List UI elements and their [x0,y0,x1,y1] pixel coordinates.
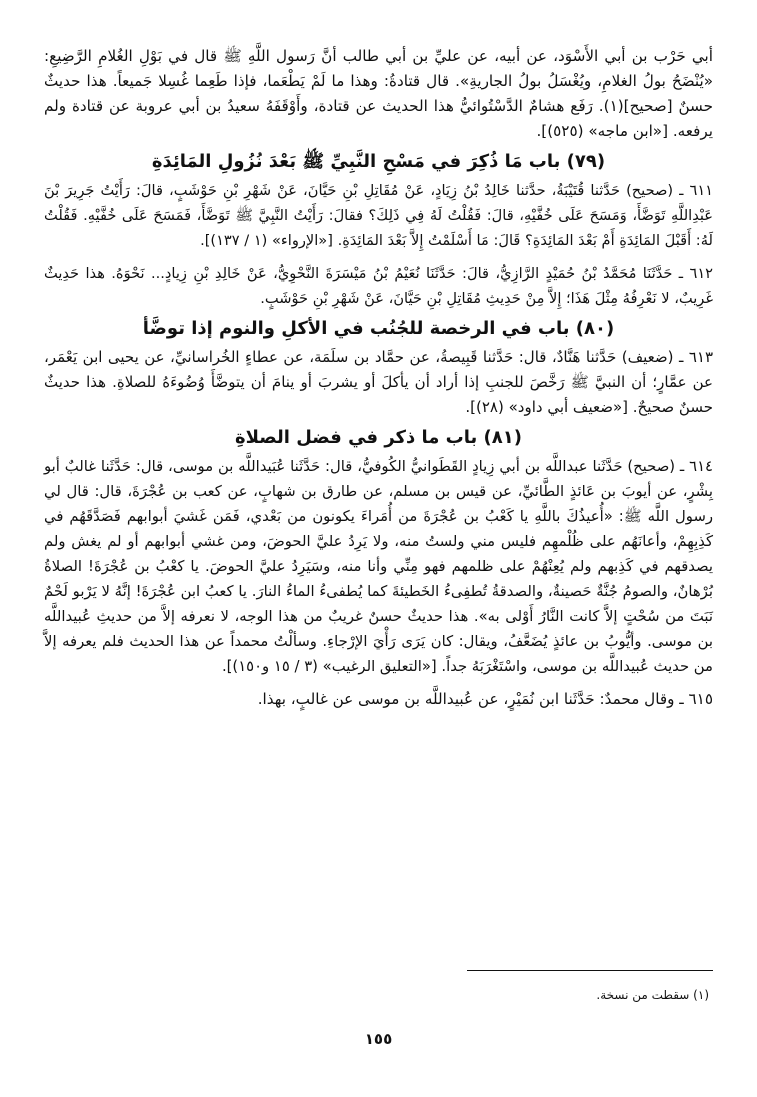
chapter-heading-79: (٧٩) باب مَا ذُكِرَ في مَسْحِ النَّبِيِّ ﷺ بَعْدَ نُزُولِ المَائِدَةِ [151,151,606,172]
chapter-heading-80: (٨٠) باب في الرخصة للجُنُب في الأكلِ والنوم إذا توضَّأ [142,318,615,339]
intro-paragraph: أبي حَرْب بن أبي الأَسْوَد، عن أبيه، عن عليِّ بن أبي طالب أنَّ رَسول اللَّهِ ﷺ قال في بَوْلِ الغُلامِ الرَّضِيعِ: «يُنْضَحُ بولُ الغلامِ، ويُغْسَلُ بولُ الجاريةِ». قال قتادةُ: وهذا ما لَمْ يَطْعَما، فإذا طَعِما غُسِلا جَميعاً. هذا حديثٌ حسنٌ [صحيح](١). رَفَع هشامٌ الدَّسْتُوائيُّ هذا الحديث عن قتادة، وأَوْقَفَهُ سعيدُ بن أبي عروبة عن قتادة ولم يرفعه. [«ابن ماجه» (٥٢٥)]. [44,47,713,140]
footnote-divider [467,970,713,971]
footnote: (١) سقطت من نسخة. [596,988,709,1002]
hadith-611: ٦١١ ـ (صحيح) حَدَّثنا قُتَيْبَةُ، حدَّثنا خَالِدُ بْنُ زِيَادٍ، عَنْ مُقَاتِلِ بْنِ حَيَّانَ، عَنْ شَهْرِ بْنِ حَوْشَبٍ، قالَ: رَأَيْتُ جَرِيرَ بْنَ عَبْدِاللَّهِ تَوَضَّأَ، وَمَسَحَ عَلَى خُفَّيْهِ، قالَ: فَقُلْتُ لَهُ فِي ذَلِكَ؟ فقالَ: رَأَيْتُ النَّبِيَّ ﷺ تَوَضَّأَ، فَمَسَحَ عَلَى خُفَّيْهِ. فَقُلْتُ لَهُ: أَقَبْلَ المَائِدَةِ أَمْ بَعْدَ المَائِدَةِ؟ قَالَ: مَا أَسْلَمْتُ إِلاَّ بَعْدَ المَائِدَةِ. [«الإرواء» (١ / ١٣٧)]. [44,182,713,249]
hadith-614: ٦١٤ ـ (صحيح) حَدَّثَنا عبداللَّه بن أبي زِيادٍ القَطَوانيُّ الكُوفيُّ، قال: حَدَّثَنا عُبَيداللَّه بن موسى، قال: حَدَّثَنا غالبٌ أبو بِشْرٍ، عن أيوبَ بن عَائذٍ الطَّائيِّ، عن قيس بن مسلم، عن طارق بن شهابٍ، عن كعب بن عُجْرَةَ، قال: قال لي رسول اللَّه ﷺ: «أُعيذُكَ باللَّهِ يا كَعْبُ بن عُجْرَةَ من أُمَراءَ يكونون من بَعْدي، فَمَن غَشيَ أبوابهم فَصَدَّقَهُم في كَذِبِهِمْ، وأعانَهُم على ظُلْمهِم فليس مني ولستُ منه، ولا يَرِدُ عليَّ الحوضَ، ومن غشي أبوابهم أو لم يغش ولم يصدقهم في كَذِبهم ولم يُعِنْهُمْ على ظلمهم فهو مِنِّي وأنا منه، وسَيَرِدُ عليَّ الحوضَ. يا كعْبُ بن عُجْرَةَ! الصلاةُ بُرْهانٌ، والصومُ جُنَّةٌ حَصينةٌ، والصدقةُ تُطفِىءُ الخَطيئةَ كما يُطفىءُ الماءُ النارَ. يا كعبُ ابن عُجْرَةَ! إنَّهُ لا يَرْبو لَحْمٌ نَبَتَ من سُحْتٍ إلاَّ كانت النَّارُ أَوْلى به». هذا حديثٌ حسنٌ غريبٌ من هذا الوجه، لا نعرفه إلاَّ من حديثِ عُبيداللَّه بن موسى. وأيُّوبُ بن عائذٍ يُضَعَّفُ، ويقال: كان يَرَى رَأْيَ الإرْجاءِ. وسألْتُ محمداً عن هذا الحديث فلم يعرفه إلاَّ من حديث عُبيداللَّه بن موسى، واسْتَغْرَبَهُ جداً. [«التعليق الرغيب» (٣ / ١٥ و١٥٠)]. [44,458,713,675]
spacer [44,253,713,261]
spacer [44,679,713,687]
chapter-heading-81: (٨١) باب ما ذكر في فضل الصلاةِ [235,427,522,448]
hadith-613: ٦١٣ ـ (ضعيف) حَدَّثنا هَنَّادٌ، قال: حَدَّثنا قَبِيصةُ، عن حمَّاد بن سلَمَة، عن عطاءٍ الخُراسانيِّ، عن يحيى ابن يَعْمَر، عن عمَّارٍ؛ أن النبيَّ ﷺ رَخَّصَ للجنبِ إذا أراد أن يأكلَ أو يشربَ أو ينامَ أن يتوضَّأَ وُضُوءَهُ للصلاةِ. هذا حديثٌ حسنٌ صحيحٌ. [«ضعيف أبي داود» (٢٨)]. [44,348,713,416]
hadith-612: ٦١٢ ـ حَدَّثَنَا مُحَمَّدُ بْنُ حُمَيْدٍ الرَّازِيُّ، قالَ: حَدَّثَنَا نُعَيْمُ بْنُ مَيْسَرَةَ النَّحْوِيُّ، عَنْ خَالِدِ بْنِ زِيادٍ... نَحْوَهُ. هذا حَدِيثٌ غَرِيبٌ، لا نَعْرِفُهُ مِثْلَ هَذَا؛ إِلاَّ مِنْ حَدِيثِ مُقَاتِلِ بْنِ حَيَّانَ، عَنْ شَهْرِ بْنِ حَوْشَبٍ. [44,265,713,307]
hadith-615: ٦١٥ ـ وقال محمدٌ: حَدَّثَنا ابن نُمَيْرٍ، عن عُبيداللَّه بن موسى عن غالبٍ، بهذا. [257,690,713,708]
page-number: ١٥٥ [364,1030,393,1048]
